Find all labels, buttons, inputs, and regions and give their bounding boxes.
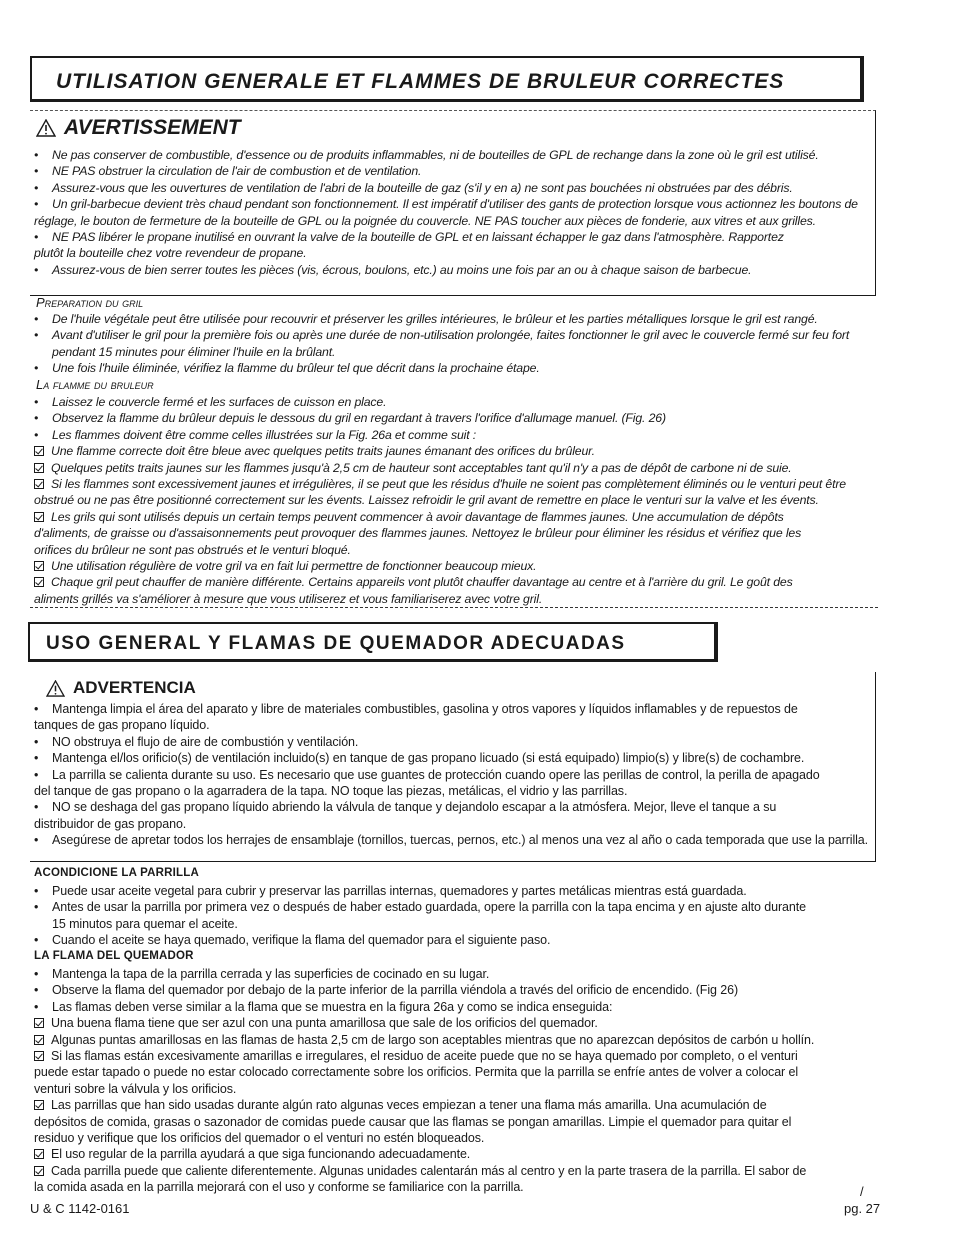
line-text: Las parrillas que han sido usadas durante algún rato algunas veces empiezan a tener una flama más amarilla. Una acumulación de (51, 1098, 767, 1113)
text-line (34, 734, 868, 750)
line-text: Algunas puntas amarillosas en las flamas de hasta 2,5 cm de largo son aceptables mientras que no aparezcan depósitos de carbón u hollín. (51, 1032, 815, 1047)
text-line (34, 832, 868, 848)
line-text: Ne pas conserver de combustible, d'essence ou de produits inflammables, ni de bouteilles de GPL de rechange dans la zone où le gril est utilisé. (52, 148, 819, 162)
line-text: Les grils qui sont utilisés depuis un certain temps peuvent commencer à avoir davantage de flammes jaunes. Une accumulation de dépôts (51, 509, 784, 524)
checkbox-icon (34, 1018, 44, 1028)
line-text: depósitos de comida, grasas o sazonador de comidas puede causar que las flamas se pongan amarillas. Limpie el quemador para quitar el (34, 1114, 792, 1129)
text-line (34, 344, 849, 360)
bullet-icon: • (34, 180, 39, 195)
text-line (34, 1179, 814, 1195)
french-flame-heading: La flamme du bruleur (36, 377, 154, 392)
checkbox-icon (34, 561, 44, 571)
line-text: Avant d'utiliser le gril pour la première fois ou après une durée de non-utilisation prolongée, faites fonctionner le gril avec le couvercle fermé sur feu fort (52, 328, 850, 343)
text-line (34, 509, 846, 525)
text-line (34, 460, 846, 476)
bullet-icon: • (34, 900, 39, 915)
line-text: Mantenga limpia el área del aparato y libre de materiales combustibles, gasolina y otros vapores y líquidos inflamables y de repuestos de (52, 702, 798, 716)
text-line (34, 1114, 814, 1130)
french-warning-heading (36, 116, 241, 140)
line-text: réglage, le bouton de fermeture de la bouteille de GPL ou la poignée du couvercle. NE PAS toucher aux pièces de fonderie, aux vitres et aux grilles. (34, 213, 816, 228)
line-text: De l'huile végétale peut être utilisée pour recouvrir et préserver les grilles intérieures, le brûleur et les parties métalliques lorsque le gril est rangé. (52, 312, 818, 326)
french-warning-list (34, 147, 858, 278)
text-line (34, 427, 846, 443)
checkbox-icon (34, 577, 44, 587)
bullet-icon: • (34, 767, 39, 782)
line-text: Observez la flamme du brûleur depuis le dessous du gril en regardant à travers l'orifice d'allumage manuel. (Fig. 26) (52, 411, 666, 426)
text-line (34, 213, 858, 229)
text-line (34, 443, 846, 459)
text-line (34, 180, 858, 196)
bullet-icon: • (34, 800, 39, 815)
warning-triangle-icon (46, 680, 65, 697)
text-line (34, 163, 858, 179)
bullet-icon: • (34, 751, 39, 766)
text-line (34, 542, 846, 558)
line-text: NO obstruya el flujo de aire de combustión y ventilación. (52, 734, 359, 749)
french-flame-list (34, 394, 846, 607)
line-text: la comida asada en la parrilla mejorará con el uso y conforme se familiarice con la parrilla. (34, 1180, 524, 1195)
line-text: Laissez le couvercle fermé et les surfaces de cuisson en place. (52, 395, 387, 409)
line-text: Une flamme correcte doit être bleue avec quelques petits traits jaunes émanant des orifices du brûleur. (51, 444, 595, 459)
bullet-icon: • (34, 983, 39, 998)
text-line (34, 147, 858, 163)
warning-triangle-icon (36, 119, 56, 137)
line-text: del tanque de gas propano o la agarradera de la tapa. NO toque las piezas, metálicas, el vidrio y las parrillas. (34, 784, 628, 799)
margin-mark: / (860, 1184, 864, 1199)
bullet-icon: • (34, 702, 39, 716)
bullet-icon: • (34, 427, 39, 442)
spanish-flame-heading: LA FLAMA DEL QUEMADOR (34, 950, 194, 962)
text-line (34, 932, 806, 948)
text-line (34, 899, 806, 915)
bullet-icon: • (34, 197, 39, 212)
text-line (34, 799, 868, 815)
text-line (34, 916, 806, 932)
bullet-icon: • (34, 734, 39, 749)
line-text: aliments grillés va s'améliorer à mesure que vous utiliserez et vous familiariserez avec votre gril. (34, 591, 543, 606)
bullet-icon: • (34, 999, 39, 1014)
line-text: La parrilla se calienta durante su uso. Es necesario que use guantes de protección cuando opere las perillas de control, la perilla de apagado (52, 767, 820, 782)
checkbox-icon (34, 463, 44, 473)
line-text: NE PAS libérer le propane inutilisé en ouvrant la valve de la bouteille de GPL et en laissant échapper le gaz dans l'atmosphère. Rapportez (52, 230, 784, 245)
line-text: Asegúrese de apretar todos los herrajes de ensamblaje (tornillos, tuercas, pernos, etc.) al menos una vez al año o cada temporada que use la parrilla. (52, 833, 869, 848)
text-line (34, 327, 849, 343)
text-line (34, 750, 868, 766)
line-text: Si les flammes sont excessivement jaunes et irrégulières, il se peut que les résidus d'huile ne soient pas complètement éliminés ou le venturi peut être (51, 477, 846, 492)
bullet-icon: • (34, 967, 39, 981)
line-text: Cuando el aceite se haya quemado, verifique la flama del quemador para el siguiente paso. (52, 933, 551, 948)
spanish-flame-list (34, 966, 814, 1196)
line-text: orifices du brûleur ne sont pas obstrués et le venturi bloqué. (34, 542, 351, 557)
line-text: Une utilisation régulière de votre gril va en fait lui permettre de fonctionner beaucoup mieux. (51, 559, 537, 574)
text-line (34, 1064, 814, 1080)
text-line (34, 1146, 814, 1162)
line-text: venturi sobre la válvula y los orificios. (34, 1081, 237, 1096)
spanish-warning-title: ADVERTENCIA (73, 678, 196, 697)
line-text: residuo y verifique que los orificios del quemador o el venturi no estén bloqueados. (34, 1131, 485, 1146)
line-text: Les flammes doivent être comme celles illustrées sur la Fig. 26a et comme suit : (52, 427, 477, 442)
text-line (34, 1163, 814, 1179)
text-line (34, 311, 849, 327)
line-text: Cada parrilla puede que caliente diferentemente. Algunas unidades calentarán más al centro y en la parte trasera de la parrilla. El sabor de (51, 1163, 807, 1178)
line-text: El uso regular de la parrilla ayudará a que siga funcionando adecuadamente. (51, 1147, 471, 1162)
checkbox-icon (34, 1051, 44, 1061)
line-text: pendant 15 minutes pour éliminer l'huile en la brûlant. (52, 344, 336, 359)
bullet-icon: • (34, 312, 39, 326)
text-line (34, 591, 846, 607)
text-line (34, 229, 858, 245)
line-text: NE PAS obstruer la circulation de l'air de combustion et de ventilation. (52, 164, 422, 179)
line-text: Puede usar aceite vegetal para cubrir y preservar las parrillas internas, quemadores y partes metálicas mientras está guardada. (52, 884, 747, 898)
bullet-icon: • (34, 262, 39, 277)
line-text: Assurez-vous que les ouvertures de ventilation de l'abri de la bouteille de gaz (s'il y en a) ne sont pas bouchées ni obstruées par des débris. (52, 180, 793, 195)
text-line (34, 410, 846, 426)
text-line (34, 1015, 814, 1031)
line-text: puede estar tapado o puede no estar colocado correctamente sobre los orificios. Permita que la parrilla se enfríe antes de volver a colocar el (34, 1065, 799, 1080)
bullet-icon: • (34, 328, 39, 343)
bullet-icon: • (34, 361, 39, 376)
text-line (34, 574, 846, 590)
text-line (34, 558, 846, 574)
spanish-warning-heading (46, 678, 196, 698)
line-text: Quelques petits traits jaunes sur les flammes jusqu'à 2,5 cm de hauteur sont acceptables tant qu'il n'y a pas de dépôt de carbone ni de suie. (51, 460, 792, 475)
line-text: Assurez-vous de bien serrer toutes les pièces (vis, écrous, boulons, etc.) au moins une fois par an ou à chaque saison de barbecue. (52, 262, 752, 277)
checkbox-icon (34, 1035, 44, 1045)
text-line (34, 717, 868, 733)
text-line (34, 1097, 814, 1113)
line-text: Une fois l'huile éliminée, vérifiez la flamme du brûleur tel que décrit dans la prochaine étape. (52, 361, 540, 376)
text-line (34, 1048, 814, 1064)
text-line (34, 767, 868, 783)
line-text: tanques de gas propano líquido. (34, 718, 210, 733)
french-section-banner: UTILISATION GENERALE ET FLAMMES DE BRULEUR CORRECTES (30, 56, 864, 102)
line-text: Antes de usar la parrilla por primera vez o después de haber estado guardada, opere la parrilla con la tapa encima y en ajuste alto durante (52, 900, 806, 915)
checkbox-icon (34, 1100, 44, 1110)
text-line (34, 1081, 814, 1097)
line-text: obstrué ou ne pas être positionné correctement sur les évents. Laissez refroidir le gril avant de remettre en place le venturi sur la valve et les évents. (34, 493, 819, 508)
bullet-icon: • (34, 230, 39, 245)
checkbox-icon (34, 446, 44, 456)
text-line (34, 394, 846, 410)
line-text: Las flamas deben verse similar a la flama que se muestra en la figura 26a y como se indica enseguida: (52, 999, 613, 1014)
text-line (34, 701, 868, 717)
text-line (34, 245, 858, 261)
checkbox-icon (34, 1166, 44, 1176)
bullet-icon: • (34, 933, 39, 948)
checkbox-icon (34, 512, 44, 522)
text-line (34, 360, 849, 376)
text-line (34, 783, 868, 799)
text-line (34, 966, 814, 982)
checkbox-icon (34, 1149, 44, 1159)
spanish-section-banner: USO GENERAL Y FLAMAS DE QUEMADOR ADECUADAS (28, 622, 718, 662)
line-text: plutôt la bouteille chez votre revendeur de propane. (34, 246, 307, 261)
line-text: Mantenga la tapa de la parrilla cerrada y las superficies de cocinado en su lugar. (52, 967, 490, 981)
line-text: Una buena flama tiene que ser azul con una punta amarillosa que sale de los orificios del quemador. (51, 1016, 598, 1031)
line-text: Si las flamas están excesivamente amarillas e irregulares, el residuo de aceite puede que no se haya quemado por completo, o el venturi (51, 1049, 798, 1064)
text-line (34, 525, 846, 541)
bullet-icon: • (34, 833, 39, 848)
checkbox-icon (34, 479, 44, 489)
line-text: d'aliments, de graisse ou d'assaisonnements peut provoquer des flammes jaunes. Nettoyez le brûleur pour éliminer les résidus et vérifiez que les (34, 526, 802, 541)
spanish-prep-heading: ACONDICIONE LA PARRILLA (34, 867, 199, 879)
line-text: 15 minutos para quemar el aceite. (52, 916, 238, 931)
bullet-icon: • (34, 884, 39, 898)
text-line (34, 999, 814, 1015)
line-text: Observe la flama del quemador por debajo de la parte inferior de la parrilla viéndola a través del orificio de encendido. (Fig 26) (52, 983, 739, 998)
line-text: NO se deshaga del gas propano líquido abriendo la válvula de tanque y dejandolo escapar a la atmósfera. Mejor, lleve el tanque a su (52, 800, 777, 815)
section-divider (30, 607, 878, 608)
line-text: Un gril-barbecue devient très chaud pendant son fonctionnement. Il est impératif d'utiliser des gants de protection lorsque vous actionnez les boutons de (52, 197, 858, 212)
spanish-prep-list (34, 883, 806, 949)
page-number: pg. 27 (844, 1201, 881, 1216)
bullet-icon: • (34, 411, 39, 426)
line-text: Mantenga el/los orificio(s) de ventilación incluido(s) en tanque de gas propano licuado (si está equipado) limpio(s) y libre(s) de cochambre. (52, 751, 805, 766)
text-line (34, 1032, 814, 1048)
line-text: Chaque gril peut chauffer de manière différente. Certains appareils vont plutôt chauffer davantage au centre et à l'arrière du gril. Le goût des (51, 575, 793, 590)
french-warning-title: AVERTISSEMENT (64, 116, 241, 139)
spanish-warning-list (34, 701, 868, 849)
text-line (34, 262, 858, 278)
bullet-icon: • (34, 164, 39, 179)
text-line (34, 883, 806, 899)
text-line (34, 816, 868, 832)
text-line (34, 492, 846, 508)
text-line (34, 476, 846, 492)
french-prep-heading: Preparation du gril (36, 295, 144, 310)
text-line (34, 982, 814, 998)
bullet-icon: • (34, 395, 39, 409)
french-prep-list (34, 311, 849, 377)
text-line (34, 1130, 814, 1146)
text-line (34, 196, 858, 212)
bullet-icon: • (34, 148, 39, 162)
line-text: distribuidor de gas propano. (34, 816, 187, 831)
document-number: U & C 1142-0161 (30, 1201, 130, 1216)
